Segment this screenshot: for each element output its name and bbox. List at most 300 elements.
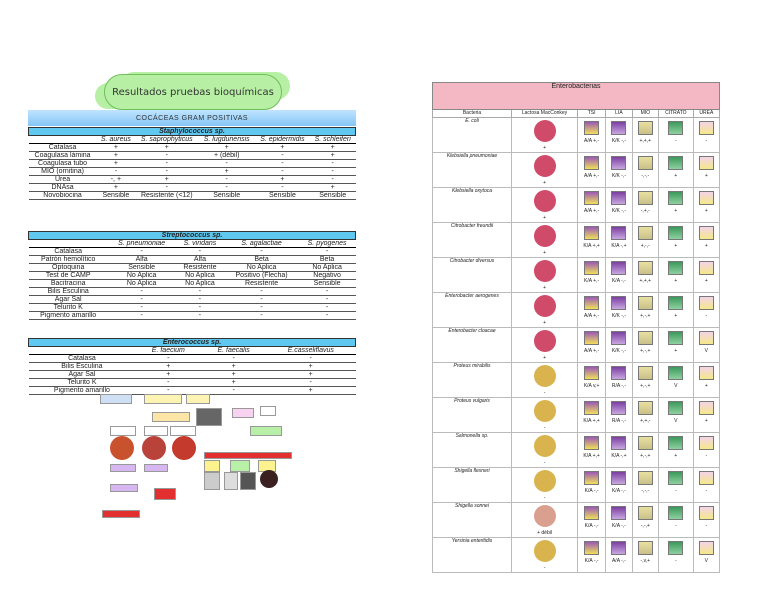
lia-result: K/K -,- (611, 313, 626, 319)
cit-result: - (674, 523, 677, 529)
flow-box (110, 464, 136, 472)
test-tube-image (668, 366, 683, 380)
ure-cell (693, 503, 719, 538)
macconkey-plate-image (534, 330, 556, 352)
table-cell: - (135, 152, 198, 160)
tsi-result: K/A -,- (584, 488, 599, 494)
flow-image (240, 472, 256, 490)
table-row (29, 256, 356, 264)
table-cell: - (310, 176, 356, 184)
column-header: Lactosa MacConkey (512, 110, 578, 118)
lia-result: A/A -,- (611, 558, 626, 564)
test-tube-image (584, 506, 599, 520)
flow-box (170, 426, 196, 436)
tsi-result: K/A -,- (584, 523, 599, 529)
mio-result: +,+,+ (639, 278, 652, 284)
table-cell: Positivo (Flecha) (224, 272, 298, 280)
column-header: S. schleiferi (310, 136, 356, 144)
table-cell: - (135, 387, 201, 395)
mio-result: +,-,+ (640, 313, 651, 319)
column-header: S. agalactiae (224, 240, 298, 248)
cit-result: - (674, 138, 677, 144)
test-tube-image (611, 261, 626, 275)
bacteria-name: Enterobacter cloacae (433, 328, 512, 363)
lia-result: K/K -,- (611, 138, 626, 144)
tsi-cell (578, 538, 606, 573)
table-cell: - (175, 296, 224, 304)
test-tube-image (584, 401, 599, 415)
bacteria-name: Shigella flexneri (433, 468, 512, 503)
mio-result: -,+,- (640, 208, 650, 214)
row-label: Telurito K (29, 304, 108, 312)
lactose-result: - (543, 460, 546, 466)
cit-cell (658, 538, 693, 573)
lactose-cell (512, 538, 578, 573)
column-header: S. epidermidis (255, 136, 310, 144)
tsi-result: K/A -,- (584, 558, 599, 564)
table-row (29, 312, 356, 320)
table-row (433, 188, 720, 223)
macconkey-plate-image (534, 190, 556, 212)
table-cell: + (266, 363, 356, 371)
row-label: Pigmento amarillo (29, 312, 108, 320)
mio-cell (632, 293, 658, 328)
table-row (29, 280, 356, 288)
test-tube-image (611, 541, 626, 555)
table-cell: + (97, 144, 136, 152)
test-tube-image (638, 226, 653, 240)
test-tube-image (611, 471, 626, 485)
table-row (433, 258, 720, 293)
cit-cell (658, 223, 693, 258)
lactose-cell (512, 223, 578, 258)
table-cell: + (198, 144, 255, 152)
table-cell: - (135, 184, 198, 192)
column-header: TSI (578, 110, 606, 118)
table-cell: - (299, 248, 356, 256)
table-cell: - (135, 355, 201, 363)
lactose-cell (512, 468, 578, 503)
tsi-cell (578, 188, 606, 223)
ure-result: - (705, 453, 708, 459)
section-subtitle: COCÁCEAS GRAM POSITIVAS (135, 114, 249, 122)
flow-box (110, 426, 136, 436)
table-cell: - (299, 288, 356, 296)
mio-result: +,+,+ (639, 138, 652, 144)
row-label: Bilis Esculina (29, 288, 108, 296)
bacteria-name: Shigella sonnei (433, 503, 512, 538)
mio-cell (632, 398, 658, 433)
tsi-result: A/A +,- (584, 208, 600, 214)
test-tube-image (699, 366, 714, 380)
table-cell: - (255, 168, 310, 176)
table-cell: Resistente (175, 264, 224, 272)
cit-result: + (674, 348, 678, 354)
test-tube-image (611, 296, 626, 310)
lactose-result: - (543, 565, 546, 571)
ure-result: + (704, 418, 708, 424)
mio-result: +,-,- (640, 243, 650, 249)
test-tube-image (638, 121, 653, 135)
lactose-result: + débil (537, 530, 552, 536)
lia-cell (606, 503, 632, 538)
mio-cell (632, 538, 658, 573)
tsi-result: K/A +,+ (583, 243, 600, 249)
flow-box (250, 426, 282, 436)
macconkey-plate-image (534, 400, 556, 422)
macconkey-plate-image (534, 540, 556, 562)
table-row (433, 153, 720, 188)
table-row (29, 379, 356, 387)
ure-cell (693, 188, 719, 223)
lactose-cell (512, 293, 578, 328)
test-tube-image (668, 261, 683, 275)
lactose-result: + (543, 285, 546, 291)
table-cell: - (97, 168, 136, 176)
lactose-result: + (543, 145, 546, 151)
table-cell: + (266, 371, 356, 379)
tsi-cell (578, 118, 606, 153)
lia-result: R/A -,- (611, 383, 626, 389)
table-row (29, 264, 356, 272)
table-row (29, 371, 356, 379)
table-cell: + (201, 371, 266, 379)
table-cell: Sensible (97, 192, 136, 200)
row-label: Agar Sal (29, 371, 136, 379)
table-cell: -, + (97, 176, 136, 184)
table-cell: + (débil) (198, 152, 255, 160)
culture-dish-image (172, 436, 196, 460)
cit-result: + (674, 243, 678, 249)
table-cell: - (135, 160, 198, 168)
test-tube-image (668, 191, 683, 205)
bacteria-name: Citrobacter freundii (433, 223, 512, 258)
test-tube-image (638, 296, 653, 310)
test-tube-image (584, 541, 599, 555)
ure-cell (693, 468, 719, 503)
table-cell: + (310, 144, 356, 152)
test-tube-image (611, 401, 626, 415)
table-row (29, 363, 356, 371)
test-tube-image (584, 261, 599, 275)
table-cell: - (108, 296, 176, 304)
mio-cell (632, 188, 658, 223)
test-tube-image (668, 226, 683, 240)
flow-box (102, 510, 140, 518)
test-tube-image (668, 121, 683, 135)
title-cloud (104, 74, 282, 110)
test-tube-image (699, 506, 714, 520)
table-cell: - (198, 160, 255, 168)
tsi-cell (578, 153, 606, 188)
table-cell: - (266, 379, 356, 387)
cit-cell (658, 153, 693, 188)
column-header: S. pyogenes (299, 240, 356, 248)
table-cell: - (135, 379, 201, 387)
cit-result: V (674, 383, 678, 389)
test-tube-image (699, 156, 714, 170)
tsi-cell (578, 398, 606, 433)
flow-box (232, 408, 254, 418)
tsi-cell (578, 503, 606, 538)
row-label: Catalasa (29, 144, 97, 152)
mio-result: -,-,- (641, 173, 650, 179)
table-cell: - (108, 312, 176, 320)
tsi-result: K/A +,+ (583, 418, 600, 424)
table-cell: - (175, 288, 224, 296)
lactose-result: + (543, 180, 546, 186)
ure-cell (693, 363, 719, 398)
flow-box (152, 412, 190, 422)
table-cell: Sensible (198, 192, 255, 200)
table-caption: Enterobacterias (433, 83, 720, 110)
bacteria-name: Klebsiella pneumoniae (433, 153, 512, 188)
table-cell: + (135, 144, 198, 152)
mio-result: -,-,- (641, 488, 650, 494)
test-tube-image (611, 506, 626, 520)
table-cell: Sensible (299, 280, 356, 288)
cit-cell (658, 503, 693, 538)
ure-cell (693, 223, 719, 258)
table-row (29, 184, 356, 192)
enterobacterias-table (432, 82, 720, 573)
tsi-cell (578, 363, 606, 398)
test-tube-image (699, 541, 714, 555)
table-cell: + (266, 387, 356, 395)
test-tube-image (668, 541, 683, 555)
row-label: Urea (29, 176, 97, 184)
test-tube-image (638, 366, 653, 380)
test-tube-image (638, 506, 653, 520)
table-cell: + (255, 144, 310, 152)
table-cell: Beta (299, 256, 356, 264)
ure-cell (693, 433, 719, 468)
table-cell: No Aplica (175, 280, 224, 288)
bacteria-name: Enterobacter aerogenes (433, 293, 512, 328)
cit-cell (658, 328, 693, 363)
ure-result: + (704, 278, 708, 284)
cit-cell (658, 188, 693, 223)
table-cell: + (201, 379, 266, 387)
test-tube-image (668, 156, 683, 170)
mio-cell (632, 223, 658, 258)
test-tube-image (584, 436, 599, 450)
mio-result: +,+,- (640, 418, 651, 424)
column-header: S. aureus (97, 136, 136, 144)
table-cell: + (97, 160, 136, 168)
table-cell: No Aplica (224, 264, 298, 272)
enterococcus-table (28, 338, 356, 395)
lactose-result: - (543, 390, 546, 396)
column-header: S. saprophyticus (135, 136, 198, 144)
column-header: Bacteria (433, 110, 512, 118)
lactose-cell (512, 433, 578, 468)
test-tube-image (638, 191, 653, 205)
ure-cell (693, 538, 719, 573)
bacteria-name: Proteus vulgaris (433, 398, 512, 433)
cit-result: + (674, 453, 678, 459)
lia-result: K/K -,- (611, 173, 626, 179)
table-cell: + (135, 363, 201, 371)
test-tube-image (668, 401, 683, 415)
test-tube-image (611, 226, 626, 240)
column-header: E. faecium (135, 347, 201, 355)
row-label: Optoquina (29, 264, 108, 272)
table-cell: - (108, 304, 176, 312)
test-tube-image (611, 121, 626, 135)
test-tube-image (699, 296, 714, 310)
table-cell: - (310, 160, 356, 168)
bacteria-name: E. coli (433, 118, 512, 153)
table-row (433, 293, 720, 328)
lactose-cell (512, 188, 578, 223)
test-tube-image (584, 121, 599, 135)
table-cell: + (97, 184, 136, 192)
table-row (29, 296, 356, 304)
lia-cell (606, 223, 632, 258)
test-tube-image (584, 191, 599, 205)
table-row (29, 192, 356, 200)
table-cell: - (201, 355, 266, 363)
cit-result: + (674, 278, 678, 284)
test-tube-image (584, 226, 599, 240)
flow-bar (204, 452, 292, 459)
lactose-result: - (543, 495, 546, 501)
table-row (433, 503, 720, 538)
row-label: Novobiocina (29, 192, 97, 200)
table-caption: Staphylococcus sp. (29, 128, 356, 136)
ure-result: + (704, 383, 708, 389)
tsi-result: A/A +,- (584, 348, 600, 354)
mio-cell (632, 118, 658, 153)
streptococcus-table (28, 231, 356, 320)
column-header: UREA (693, 110, 719, 118)
tsi-cell (578, 223, 606, 258)
table-row (433, 538, 720, 573)
test-tube-image (699, 401, 714, 415)
macconkey-plate-image (534, 435, 556, 457)
table-cell: - (224, 288, 298, 296)
row-label: Bacitracina (29, 280, 108, 288)
column-header: S. pneumoniae (108, 240, 176, 248)
table-caption: Enterococcus sp. (29, 339, 356, 347)
ure-result: V (704, 558, 709, 564)
lactose-result: + (543, 250, 546, 256)
lia-result: K/A -,+ (611, 243, 627, 249)
cit-cell (658, 258, 693, 293)
ure-result: - (705, 313, 708, 319)
flow-image (196, 408, 222, 426)
test-tube-image (584, 331, 599, 345)
macconkey-plate-image (534, 295, 556, 317)
table-cell: - (255, 160, 310, 168)
table-cell: - (299, 304, 356, 312)
lia-result: K/A -,- (611, 488, 626, 494)
table-cell: - (175, 304, 224, 312)
lactose-result: + (543, 215, 546, 221)
test-tube-image (638, 156, 653, 170)
table-row (433, 328, 720, 363)
table-row (29, 304, 356, 312)
table-cell: Resistente (224, 280, 298, 288)
tsi-result: A/A +,- (584, 313, 600, 319)
table-cell: - (255, 184, 310, 192)
table-row (29, 144, 356, 152)
lia-cell (606, 293, 632, 328)
table-cell: - (299, 312, 356, 320)
table-cell: - (310, 168, 356, 176)
table-cell: - (299, 296, 356, 304)
culture-dish-image (110, 436, 134, 460)
test-tube-image (699, 226, 714, 240)
test-tube-image (638, 401, 653, 415)
table-cell: - (266, 355, 356, 363)
column-header: S. viridans (175, 240, 224, 248)
lia-cell (606, 188, 632, 223)
lia-result: K/A -,- (611, 523, 626, 529)
lactose-cell (512, 153, 578, 188)
test-tube-image (584, 366, 599, 380)
table-cell: Sensible (255, 192, 310, 200)
macconkey-plate-image (534, 365, 556, 387)
ure-result: - (705, 138, 708, 144)
lactose-cell (512, 363, 578, 398)
table-cell: No Aplica (108, 280, 176, 288)
table-cell: Sensible (108, 264, 176, 272)
table-cell: + (97, 152, 136, 160)
test-tube-image (638, 261, 653, 275)
cit-cell (658, 468, 693, 503)
mio-cell (632, 433, 658, 468)
mio-cell (632, 468, 658, 503)
table-row (29, 168, 356, 176)
lactose-result: + (543, 320, 546, 326)
table-cell: - (224, 312, 298, 320)
mio-cell (632, 503, 658, 538)
tsi-result: A/A +,- (584, 173, 600, 179)
table-cell: - (135, 168, 198, 176)
lia-result: K/K -,- (611, 208, 626, 214)
bacteria-name: Proteus mirabilis (433, 363, 512, 398)
lactose-cell (512, 258, 578, 293)
flow-box (186, 394, 210, 404)
cit-result: + (674, 208, 678, 214)
ure-cell (693, 328, 719, 363)
cit-result: - (674, 558, 677, 564)
bacteria-name: Salmonella sp. (433, 433, 512, 468)
table-cell: - (224, 296, 298, 304)
cit-cell (658, 118, 693, 153)
table-row (29, 288, 356, 296)
lia-result: K/K -,- (611, 348, 626, 354)
tsi-cell (578, 258, 606, 293)
ure-cell (693, 258, 719, 293)
column-header (29, 347, 136, 355)
test-tube-image (699, 436, 714, 450)
column-header: MIO (632, 110, 658, 118)
macconkey-plate-image (534, 505, 556, 527)
test-tube-image (611, 191, 626, 205)
test-tube-image (611, 156, 626, 170)
table-cell: Beta (224, 256, 298, 264)
tsi-result: A/A +,- (584, 138, 600, 144)
lactose-cell (512, 398, 578, 433)
cit-result: - (674, 488, 677, 494)
row-label: Patrón hemolítico (29, 256, 108, 264)
column-header: CITRATO (658, 110, 693, 118)
table-cell: No Aplica (108, 272, 176, 280)
lia-result: R/A -,- (611, 418, 626, 424)
